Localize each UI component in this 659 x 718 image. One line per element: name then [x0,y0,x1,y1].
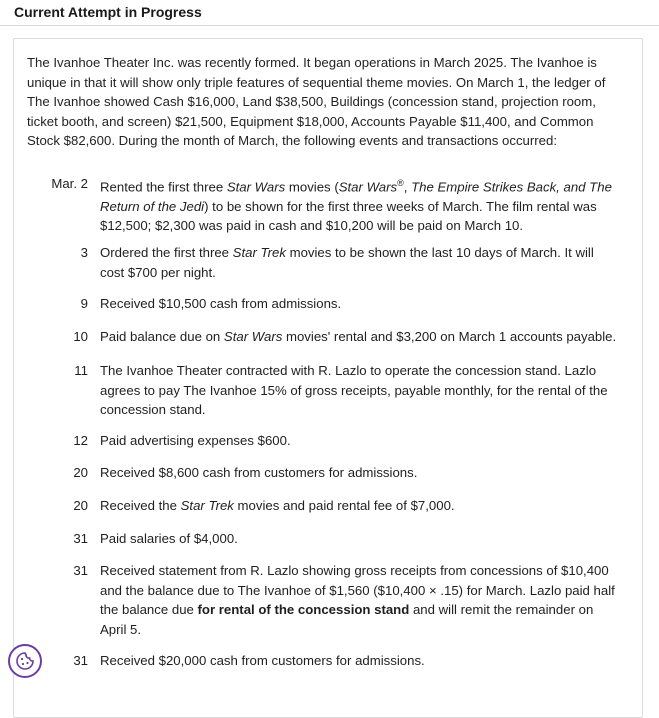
event-description: Received $10,500 cash from admissions. [100,296,342,311]
event-date: 31 [73,653,88,668]
header-divider [0,25,659,26]
problem-card [13,38,643,718]
event-date: 31 [73,563,88,578]
event-description: Received $20,000 cash from customers for admissions. [100,653,425,668]
event-date: 10 [73,329,88,344]
event-date: 31 [73,531,88,546]
event-date: 9 [80,296,88,311]
event-date: 20 [73,465,88,480]
event-date: 11 [74,363,88,378]
event-description: Rented the first three Star Wars movies (Star Wars®, The Empire Strikes Back, and The Return of the Jedi) to be shown for the first three weeks of March. The film rental was $12,500; $2,300 was paid in cash and $10,200 will be paid on March 10. [100,178,612,234]
event-description: Received statement from R. Lazlo showing gross receipts from concessions of $10,400 and the balance due to The Ivanhoe of $1,560 ($10,400 × .15) for March. Lazlo paid half the balance due for rental of the concession stand and will remit the remainder on April 5. [100,563,615,637]
event-date: 12 [73,433,88,448]
event-description: The Ivanhoe Theater contracted with R. Lazlo to operate the concession stand. Lazlo agrees to pay The Ivanhoe 15% of gross receipts, payable monthly, for the rental of the concession stand. [100,363,608,417]
problem-intro: The Ivanhoe Theater Inc. was recently formed. It began operations in March 2025. The Ivanhoe is unique in that it will show only triple features of sequential theme movies. On March 1, the ledger of The Ivanhoe showed Cash $16,000, Land $38,500, Buildings (concession stand, projection room, ticket booth, and screen) $21,500, Equipment $18,000, Accounts Payable $11,400, and Common Stock $82,600. During the month of March, the following events and transactions occurred: [27,55,606,148]
event-description: Paid balance due on Star Wars movies' rental and $3,200 on March 1 accounts payable. [100,329,617,344]
event-description: Received the Star Trek movies and paid rental fee of $7,000. [100,498,455,513]
event-description: Ordered the first three Star Trek movies to be shown the last 10 days of March. It will cost $700 per night. [100,245,594,280]
event-date: 20 [73,498,88,513]
cookie-settings-button[interactable] [8,644,42,678]
event-date: Mar. 2 [51,176,88,191]
cookie-icon [15,651,35,671]
event-description: Paid salaries of $4,000. [100,531,238,546]
event-description: Paid advertising expenses $600. [100,433,291,448]
event-date: 3 [80,245,88,260]
event-description: Received $8,600 cash from customers for admissions. [100,465,418,480]
page-title: Current Attempt in Progress [14,4,202,20]
